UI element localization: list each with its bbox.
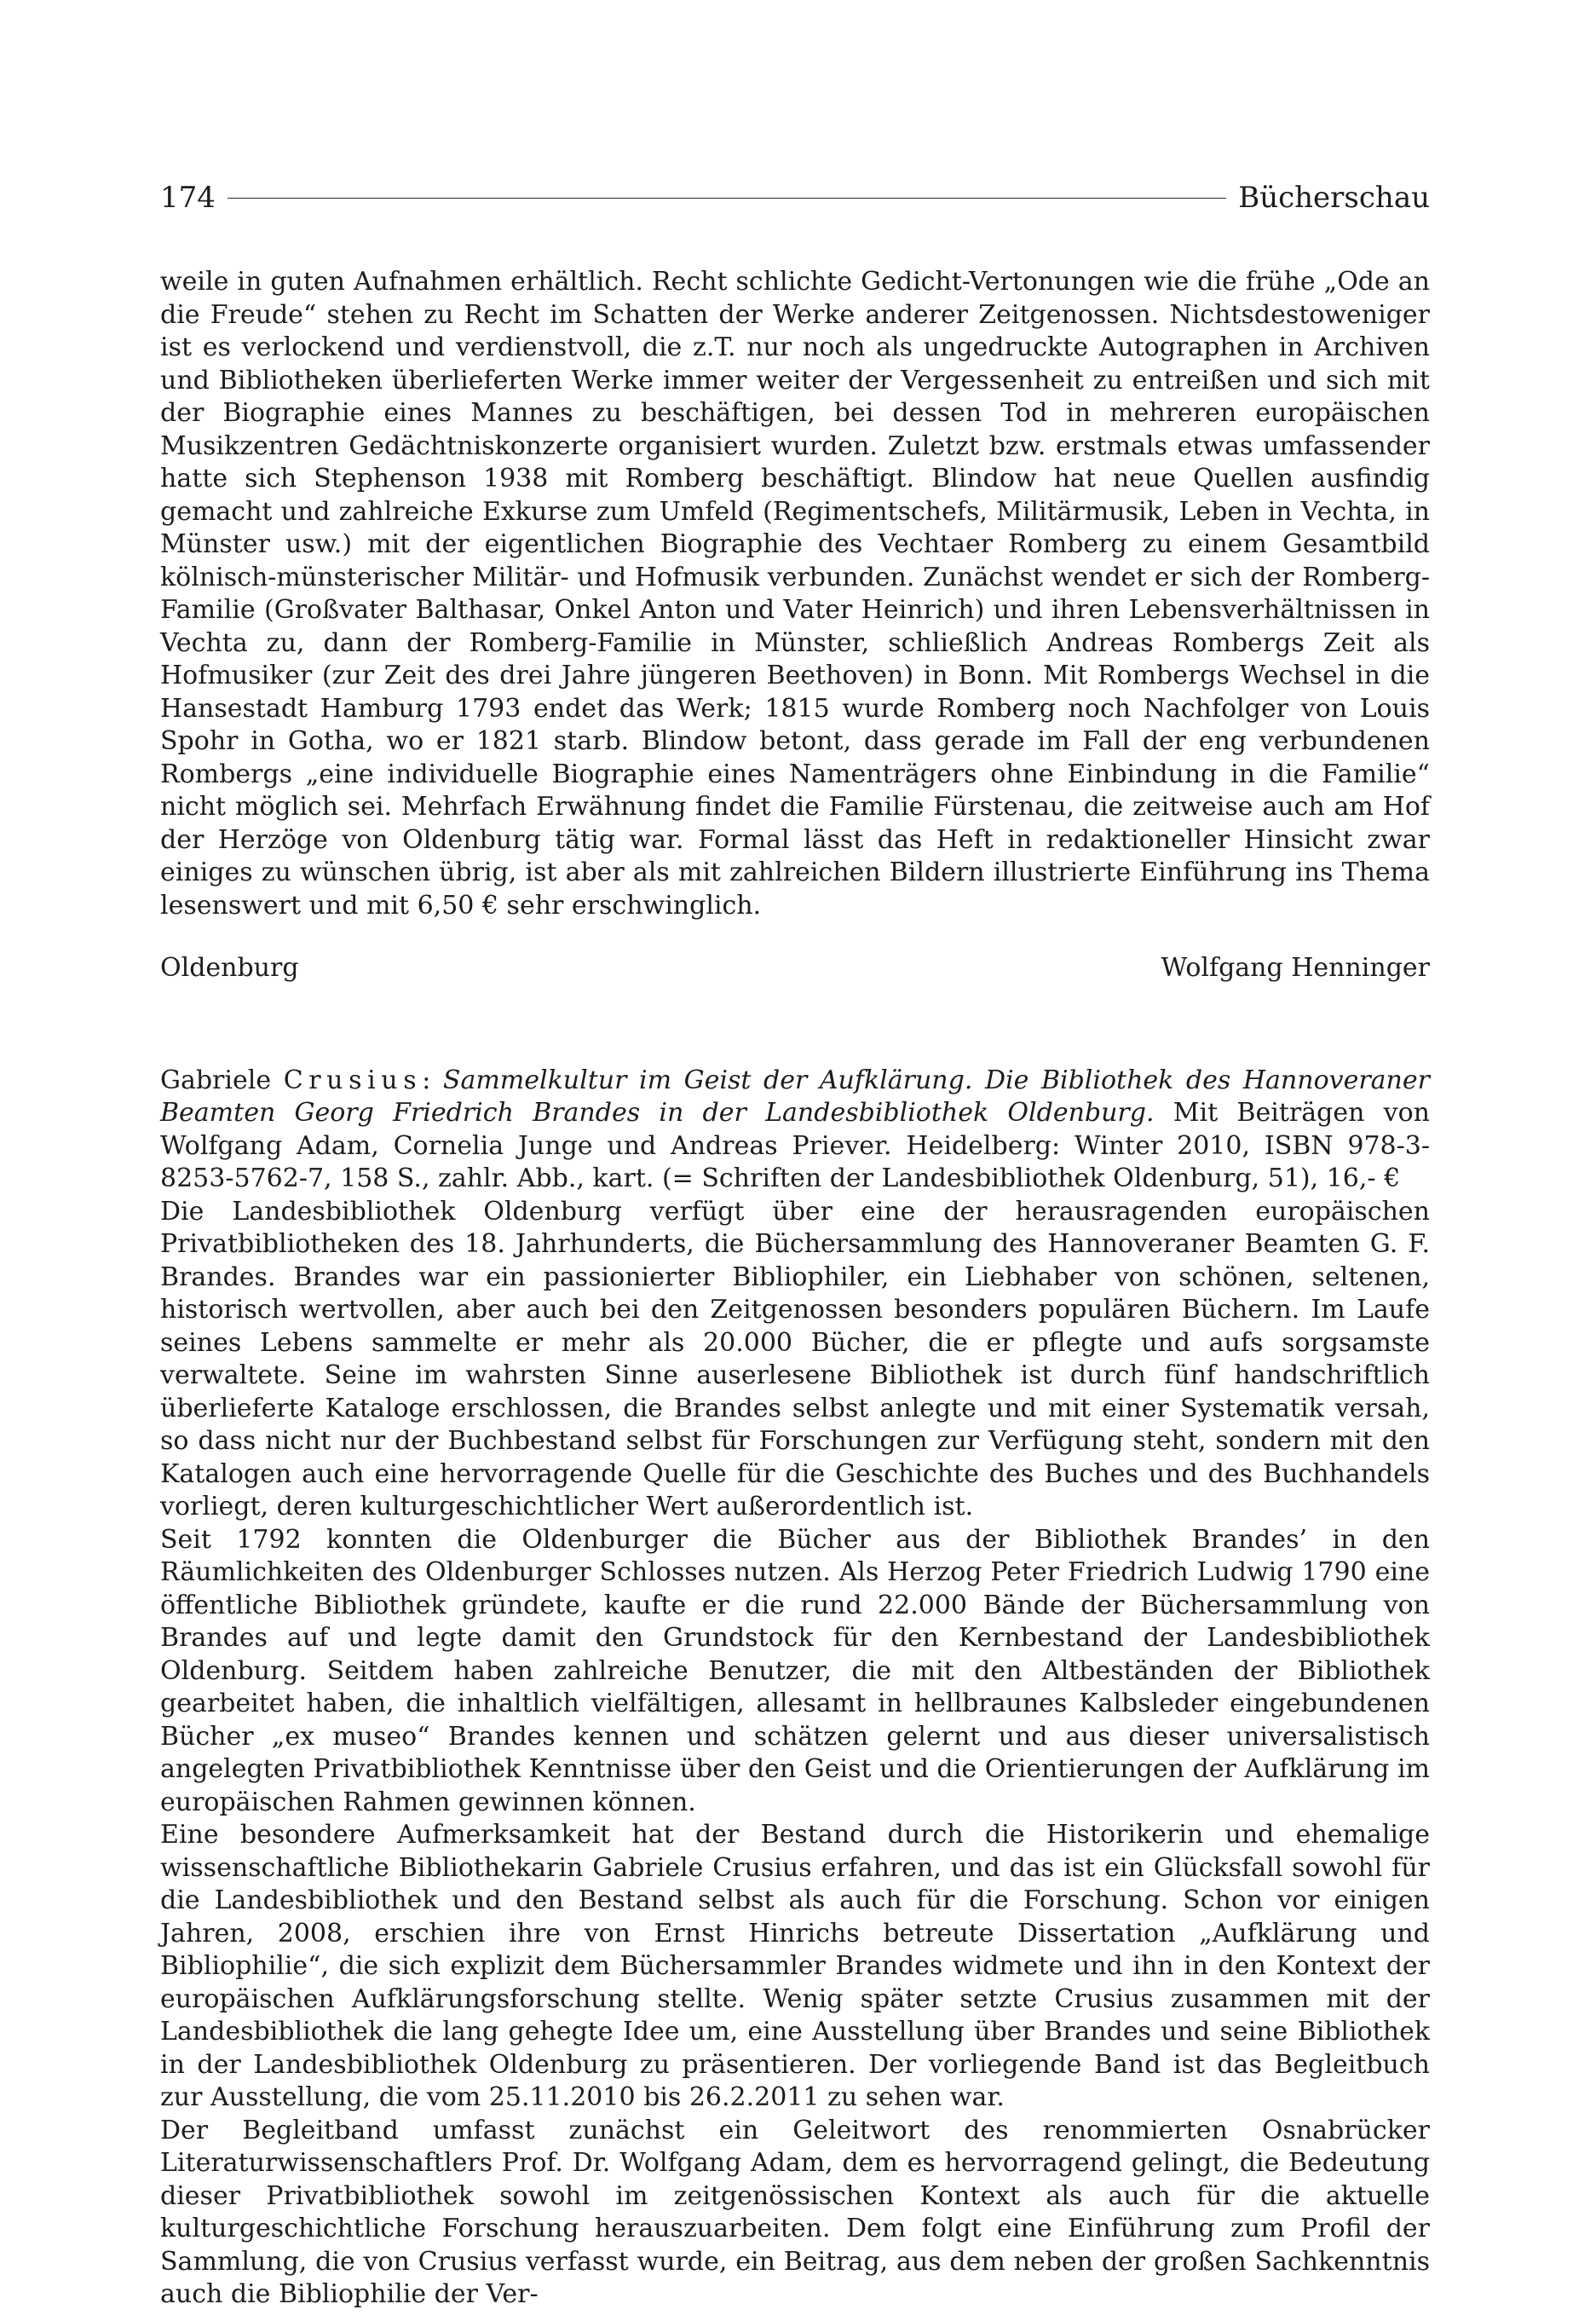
review-body: [160, 1196, 1430, 2312]
header-rule: [228, 198, 1226, 199]
book-title: Sammelkultur im Geist der Aufklärung. Die Bibliothek des Hannoveraner Beamten Georg Friedrich Brandes in der Landesbibliothek Oldenburg.: [160, 1065, 1430, 1128]
running-head: [160, 181, 1430, 215]
review-place: Oldenburg: [160, 953, 299, 983]
review-paragraph: Der Begleitband umfasst zunächst ein Geleitwort des renommierten Osnabrücker Literaturwissenschaftlers Prof. Dr. Wolfgang Adam, dem es hervorragend gelingt, die Bedeutung dieser Privatbibliothek sowohl im zeitgenössischen Kontext als auch für die aktuelle kulturgeschichtliche Forschung herauszuarbeiten. Dem folgt eine Einführung zum Profil der Sammlung, die von Crusius verfasst wurde, ein Beitrag, aus dem neben der großen Sachkenntnis auch die Bibliophilie der Ver-: [160, 2115, 1430, 2309]
author-last-name: Crusius: [283, 1065, 423, 1095]
review-signature: [160, 952, 1430, 985]
author-first-name: Gabriele: [160, 1065, 272, 1095]
review-paragraph: Seit 1792 konnten die Oldenburger die Bücher aus der Bibliothek Brandes’ in den Räumlichkeiten des Oldenburger Schlosses nutzen. Als Herzog Peter Friedrich Ludwig 1790 eine öffentliche Bibliothek gründete, kaufte er die rund 22.000 Bände der Büchersammlung von Brandes auf und legte damit den Grundstock für den Kernbestand der Landesbibliothek Oldenburg. Seitdem haben zahlreiche Benutzer, die mit den Altbeständen der Bibliothek gearbeitet haben, die inhaltlich vielfältigen, allesamt in hellbraunes Kalbsleder eingebundenen Bücher „ex museo“ Brandes kennen und schätzen gelernt und aus dieser universalistisch angelegten Privatbibliothek Kenntnisse über den Geist und die Orientierungen der Aufklärung im europäischen Rahmen gewinnen können.: [160, 1524, 1430, 1817]
review-paragraph: Die Landesbibliothek Oldenburg verfügt über eine der herausragenden europäischen Privatbibliotheken des 18. Jahrhunderts, die Büchersammlung des Hannoveraner Beamten G. F. Brandes. Brandes war ein passionierter Bibliophiler, ein Liebhaber von schönen, seltenen, historisch wertvollen, aber auch bei den Zeitgenossen besonders populären Büchern. Im Laufe seines Lebens sammelte er mehr als 20.000 Bücher, die er pflegte und aufs sorgsamste verwaltete. Seine im wahrsten Sinne auserlesene Bibliothek ist durch fünf handschriftlich überlieferte Kataloge erschlossen, die Brandes selbst anlegte und mit einer Systematik versah, so dass nicht nur der Buchbestand selbst für Forschungen zur Verfügung steht, sondern mit den Katalogen auch eine hervorragende Quelle für die Geschichte des Buches und des Buchhandels vorliegt, deren kulturgeschichtlicher Wert außerordentlich ist.: [160, 1196, 1430, 1521]
book-citation: Gabriele Crusius: Sammelkultur im Geist der Aufklärung. Die Bibliothek des Hannoveraner Beamten Georg Friedrich Brandes in der Landesbibliothek Oldenburg. Mit Beiträgen von Wolfgang Adam, Cornelia Junge und Andreas Priever. Heidelberg: Winter 2010, ISBN 978-3-8253-5762-7, 158 S., zahlr. Abb., kart. (= Schriften der Landesbibliothek Oldenburg, 51), 16,- €: [160, 1065, 1430, 1193]
page-number: 174: [160, 181, 216, 215]
reviewer-name: Wolfgang Henninger: [1161, 953, 1430, 983]
section-title: Bücherschau: [1238, 181, 1430, 215]
review-paragraph: Eine besondere Aufmerksamkeit hat der Bestand durch die Historikerin und ehemalige wissenschaftliche Bibliothekarin Gabriele Crusius erfahren, und das ist ein Glücksfall sowohl für die Landesbibliothek und den Bestand selbst als auch für die Forschung. Schon vor einigen Jahren, 2008, erschien ihre von Ernst Hinrichs betreute Dissertation „Aufklärung und Bibliophilie“, die sich explizit dem Büchersammler Brandes widmete und ihn in den Kontext der europäischen Aufklärungsforschung stellte. Wenig später setzte Crusius zusammen mit der Landesbibliothek die lang gehegte Idee um, eine Ausstellung über Brandes und seine Bibliothek in der Landesbibliothek Oldenburg zu präsentieren. Der vorliegende Band ist das Begleitbuch zur Ausstellung, die vom 25.11.2010 bis 26.2.2011 zu sehen war.: [160, 1820, 1430, 2112]
document-page: [160, 181, 1430, 2312]
review-continuation: [160, 266, 1430, 922]
review-paragraph: weile in guten Aufnahmen erhältlich. Recht schlichte Gedicht-Vertonungen wie die frühe „Ode an die Freude“ stehen zu Recht im Schatten der Werke anderer Zeitgenossen. Nichtsdestoweniger ist es verlockend und verdienstvoll, die z.T. nur noch als ungedruckte Autographen in Archiven und Bibliotheken überlieferten Werke immer weiter der Vergessenheit zu entreißen und sich mit der Biographie eines Mannes zu beschäftigen, bei dessen Tod in mehreren europäischen Musikzentren Gedächtniskonzerte organisiert wurden. Zuletzt bzw. erstmals etwas umfassender hatte sich Stephenson 1938 mit Romberg beschäftigt. Blindow hat neue Quellen ausfindig gemacht und zahlreiche Exkurse zum Umfeld (Regimentschefs, Militärmusik, Leben in Vechta, in Münster usw.) mit der eigentlichen Biographie des Vechtaer Romberg zu einem Gesamtbild kölnisch-münsterischer Militär- und Hofmusik verbunden. Zunächst wendet er sich der Romberg-Familie (Großvater Balthasar, Onkel Anton und Vater Heinrich) und ihren Lebensverhältnissen in Vechta zu, dann der Romberg-Familie in Münster, schließlich Andreas Rombergs Zeit als Hofmusiker (zur Zeit des drei Jahre jüngeren Beethoven) in Bonn. Mit Rombergs Wechsel in die Hansestadt Hamburg 1793 endet das Werk; 1815 wurde Romberg noch Nachfolger von Louis Spohr in Gotha, wo er 1821 starb. Blindow betont, dass gerade im Fall der eng verbundenen Rombergs „eine individuelle Biographie eines Namenträgers ohne Einbindung in die Familie“ nicht möglich sei. Mehrfach Erwähnung findet die Familie Fürstenau, die zeitweise auch am Hof der Herzöge von Oldenburg tätig war. Formal lässt das Heft in redaktioneller Hinsicht zwar einiges zu wünschen übrig, ist aber als mit zahlreichen Bildern illustrierte Einführung ins Thema lesenswert und mit 6,50 € sehr erschwinglich.: [160, 267, 1430, 921]
bibliographic-details: Mit Beiträgen von Wolfgang Adam, Cornelia Junge und Andreas Priever. Heidelberg: Winter 2010, ISBN 978-3-8253-5762-7, 158 S., zahlr. Abb., kart. (= Schriften der Landesbibliothek Oldenburg, 51), 16,- €: [160, 1098, 1430, 1193]
